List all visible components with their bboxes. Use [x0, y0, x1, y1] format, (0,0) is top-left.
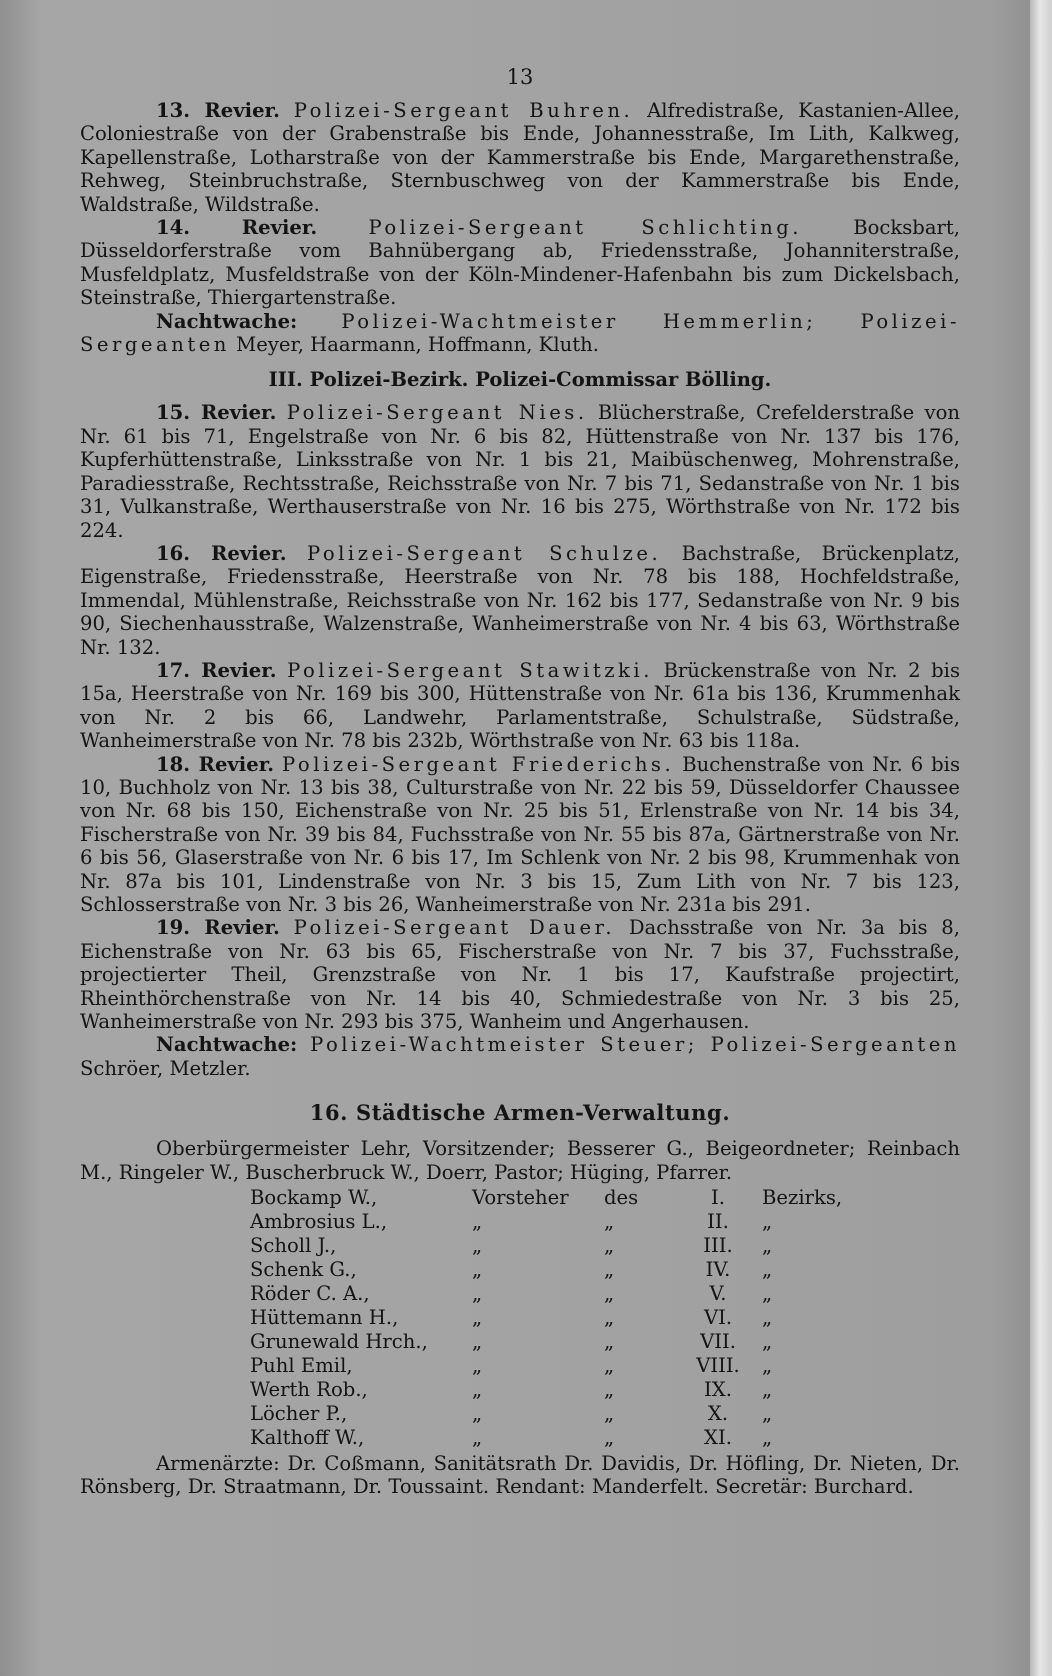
vorsteher-role: „ [472, 1210, 483, 1234]
bezirk-word: „ [762, 1354, 773, 1378]
vorsteher-role: „ [472, 1258, 483, 1282]
armen-heading: 16. Städtische Armen-Verwaltung. [309, 1100, 731, 1126]
revier-streets: Bocksbart, Düsseldorferstraße vom Bahnübergang ab, Friedensstraße, Johanniterstraße, Musfeldplatz, Musfeldstraße von der Köln-Mindener-Hafenbahn bis zum Dickelsbach, Steinstraße, Thiergartenstraße. [80, 216, 960, 310]
wachtmeister-title: Polizei-Wachtmeister [310, 1033, 588, 1057]
bezirk-number: VIII. [696, 1354, 740, 1378]
vorsteher-row [250, 1186, 872, 1210]
bezirk-number: III. [703, 1234, 733, 1258]
revier-17 [80, 659, 960, 753]
vorsteher-name: Schenk G., [250, 1258, 357, 1282]
revier-18 [80, 753, 960, 917]
vorsteher-name: Werth Rob., [250, 1378, 368, 1402]
nachtwache-3 [80, 1033, 960, 1080]
bezirk-word: Bezirks, [762, 1186, 843, 1210]
vorsteher-row [250, 1234, 872, 1258]
revier-15 [80, 401, 960, 541]
bezirk-heading: III. Polizei-Bezirk. Polizei-Commissar Bölling. [268, 368, 772, 392]
bezirk-number: XI. [704, 1426, 732, 1450]
sergeanten-names: Schröer, Metzler. [80, 1056, 251, 1080]
vorsteher-role: „ [472, 1282, 483, 1306]
revier-streets: Dachsstraße von Nr. 3a bis 8, Eichenstraße von Nr. 63 bis 65, Fischerstraße von Nr. 7 bis 37, Fuchsstraße, projectierter Theil, Grenzstraße von Nr. 1 bis 17, Kaufstraße projectirt, Rheinthörchenstraße von Nr. 14 bis 40, Schmiedestraße von Nr. 3 bis 25, Wanheimerstraße von Nr. 293 bis 375, Wanheim und Angerhausen. [80, 916, 960, 1034]
wachtmeister-name: Hemmerlin; [662, 309, 817, 333]
bezirk-word: „ [762, 1282, 773, 1306]
revier-13 [80, 99, 960, 216]
vorsteher-des: „ [604, 1306, 615, 1330]
revier-label: 17. Revier. [156, 658, 277, 682]
bezirk-number: V. [709, 1282, 727, 1306]
vorsteher-role: „ [472, 1402, 483, 1426]
bezirk-number: IV. [705, 1258, 731, 1282]
vorsteher-name: Hüttemann H., [250, 1306, 399, 1330]
bezirk-number: X. [707, 1402, 729, 1426]
vorsteher-name: Puhl Emil, [250, 1354, 353, 1378]
revier-streets: Bachstraße, Brückenplatz, Eigenstraße, Friedensstraße, Heerstraße von Nr. 78 bis 188, Hochfeldstraße, Immendal, Mühlenstraße, Reichsstraße von Nr. 162 bis 177, Sedanstraße von Nr. 9 bis 90, Siechenhausstraße, Walzenstraße, Wanheimerstraße von Nr. 4 bis 63, Wörthstraße Nr. 132. [80, 541, 961, 659]
revier-sergeant: Polizei-Sergeant Schulze. [306, 541, 662, 565]
vorsteher-row [250, 1378, 872, 1402]
revier-sergeant: Polizei-Sergeant Friederichs. [282, 752, 675, 776]
rendant-label: Rendant: [495, 1475, 586, 1499]
vorsteher-des: „ [604, 1210, 615, 1234]
vorsteher-des: „ [604, 1426, 615, 1450]
sergeanten-title: Polizei-Sergeanten [710, 1033, 961, 1057]
bezirk-number: II. [707, 1210, 729, 1234]
revier-streets: Brückenstraße von Nr. 2 bis 15a, Heerstraße von Nr. 169 bis 300, Hüttenstraße von Nr. 61a bis 136, Krummenhak von Nr. 2 bis 66, Landwehr, Parlamentstraße, Schulstraße, Südstraße, Wanheimerstraße von Nr. 78 bis 232b, Wörthstraße von Nr. 63 bis 118a. [80, 658, 960, 753]
vorsteher-des: „ [604, 1258, 615, 1282]
page-number: 13 [506, 65, 534, 89]
revier-sergeant: Polizei-Sergeant Schlichting. [368, 216, 803, 240]
armen-intro: Oberbürgermeister Lehr, Vorsitzender; Besserer G., Beigeordneter; Reinbach M., Ringeler W., Buscherbruck W., Doerr, Pastor; Hüging, Pfarrer. [80, 1137, 960, 1184]
revier-label: 13. Revier. [156, 99, 280, 122]
aerzte-label: Armenärzte: [156, 1452, 280, 1476]
vorsteher-name: Kalthoff W., [250, 1426, 365, 1450]
bezirk-number: VI. [703, 1306, 733, 1330]
bezirk-word: „ [762, 1330, 773, 1354]
vorsteher-table [250, 1186, 872, 1450]
revier-streets: Buchenstraße von Nr. 6 bis 10, Buchholz von Nr. 13 bis 38, Culturstraße von Nr. 22 bis 59, Düsseldorfer Chaussee von Nr. 68 bis 150, Eichenstraße von Nr. 25 bis 51, Erlenstraße von Nr. 14 bis 34, Fischerstraße von Nr. 39 bis 84, Fuchsstraße von Nr. 55 bis 87a, Gärtnerstraße von Nr. 6 bis 56, Glaserstraße von Nr. 6 bis 17, Im Schlenk von Nr. 2 bis 98, Krummenhak von Nr. 87a bis 101, Lindenstraße von Nr. 3 bis 15, Zum Lith von Nr. 7 bis 123, Schlosserstraße von Nr. 3 bis 26, Wanheimerstraße von Nr. 231a bis 291. [80, 752, 960, 916]
vorsteher-row [250, 1354, 872, 1378]
vorsteher-role: „ [472, 1426, 483, 1450]
vorsteher-des: „ [604, 1330, 615, 1354]
sergeanten-names: Meyer, Haarmann, Hoffmann, Kluth. [236, 333, 599, 357]
vorsteher-role: „ [472, 1330, 483, 1354]
vorsteher-row [250, 1330, 872, 1354]
vorsteher-des: „ [604, 1282, 615, 1306]
secretaer-label: Secretär: [715, 1475, 808, 1499]
bezirk-number: IX. [704, 1378, 732, 1402]
vorsteher-name: Röder C. A., [250, 1282, 370, 1306]
revier-sergeant: Polizei-Sergeant Dauer. [293, 916, 616, 940]
vorsteher-row [250, 1282, 872, 1306]
vorsteher-name: Bockamp W., [250, 1186, 378, 1210]
vorsteher-des: „ [604, 1378, 615, 1402]
revier-streets: Alfredistraße, Kastanien-Allee, Coloniestraße von der Grabenstraße bis Ende, Johannesstraße, Im Lith, Kalkweg, Kapellenstraße, Lotharstraße von der Kammerstraße bis Ende, Margarethenstraße, Rehweg, Steinbruchstraße, Sternbuschweg von der Kammerstraße bis Ende, Waldstraße, Wildstraße. [80, 99, 961, 216]
revier-sergeant: Polizei-Sergeant Nies. [286, 401, 588, 425]
vorsteher-role: Vorsteher [472, 1186, 569, 1210]
nachtwache-label: Nachtwache: [156, 309, 298, 333]
revier-label: 18. Revier. [156, 752, 275, 776]
revier-sergeant: Polizei-Sergeant Buhren. [293, 99, 634, 122]
vorsteher-role: „ [472, 1234, 483, 1258]
revier-label: 14. Revier. [156, 216, 318, 240]
vorsteher-row [250, 1258, 872, 1282]
bezirk-word: „ [762, 1426, 773, 1450]
bezirk-word: „ [762, 1306, 773, 1330]
vorsteher-role: „ [472, 1354, 483, 1378]
vorsteher-des: „ [604, 1354, 615, 1378]
bezirk-number: I. [711, 1186, 725, 1210]
wachtmeister-name: Steuer; [600, 1033, 698, 1057]
vorsteher-role: „ [472, 1306, 483, 1330]
vorsteher-row [250, 1426, 872, 1450]
vorsteher-des: „ [604, 1402, 615, 1426]
sergeanten-title: Polizei-Sergeanten [80, 309, 960, 357]
nachtwache-label: Nachtwache: [156, 1033, 298, 1057]
revier-label: 16. Revier. [156, 541, 287, 565]
revier-16 [80, 542, 960, 659]
vorsteher-list [250, 1186, 872, 1450]
secretaer-name: Burchard. [813, 1475, 914, 1499]
revier-19 [80, 916, 960, 1033]
vorsteher-des: „ [604, 1234, 615, 1258]
revier-sergeant: Polizei-Sergeant Stawitzki. [287, 658, 653, 682]
vorsteher-role: „ [472, 1378, 483, 1402]
vorsteher-name: Grunewald Hrch., [250, 1330, 428, 1354]
wachtmeister-title: Polizei-Wachtmeister [341, 309, 619, 333]
rendant-name: Manderfelt. [591, 1475, 709, 1499]
page-content [80, 60, 960, 1499]
nachtwache-2 [80, 310, 960, 357]
page-edge [1030, 0, 1052, 1676]
vorsteher-row [250, 1210, 872, 1234]
revier-label: 15. Revier. [156, 401, 277, 425]
bezirk-word: „ [762, 1210, 773, 1234]
bezirk-word: „ [762, 1258, 773, 1282]
bezirk-word: „ [762, 1234, 773, 1258]
revier-streets: Blücherstraße, Crefelderstraße von Nr. 61 bis 71, Engelstraße von Nr. 6 bis 82, Hüttenstraße von Nr. 137 bis 176, Kupferhüttenstraße, Linksstraße von Nr. 1 bis 21, Maibüschenweg, Mohrenstraße, Paradiesstraße, Rechtsstraße, Reichsstraße von Nr. 7 bis 71, Sedanstraße von Nr. 1 bis 31, Vulkanstraße, Werthauserstraße von Nr. 16 bis 275, Wörthstraße von Nr. 172 bis 224. [80, 401, 960, 542]
armenaerzte [80, 1452, 960, 1499]
vorsteher-name: Scholl J., [250, 1234, 337, 1258]
vorsteher-row [250, 1402, 872, 1426]
vorsteher-row [250, 1306, 872, 1330]
revier-label: 19. Revier. [156, 916, 280, 940]
vorsteher-des: des [604, 1186, 639, 1210]
vorsteher-name: Löcher P., [250, 1402, 348, 1426]
vorsteher-name: Ambrosius L., [250, 1210, 388, 1234]
bezirk-word: „ [762, 1378, 773, 1402]
aerzte-names: Dr. Coßmann, Sanitätsrath Dr. Davidis, Dr. Höfling, Dr. Nieten, Dr. Rönsberg, Dr. Straatmann, Dr. Toussaint. [80, 1452, 960, 1499]
bezirk-number: VII. [700, 1330, 736, 1354]
bezirk-word: „ [762, 1402, 773, 1426]
revier-14 [80, 216, 960, 310]
